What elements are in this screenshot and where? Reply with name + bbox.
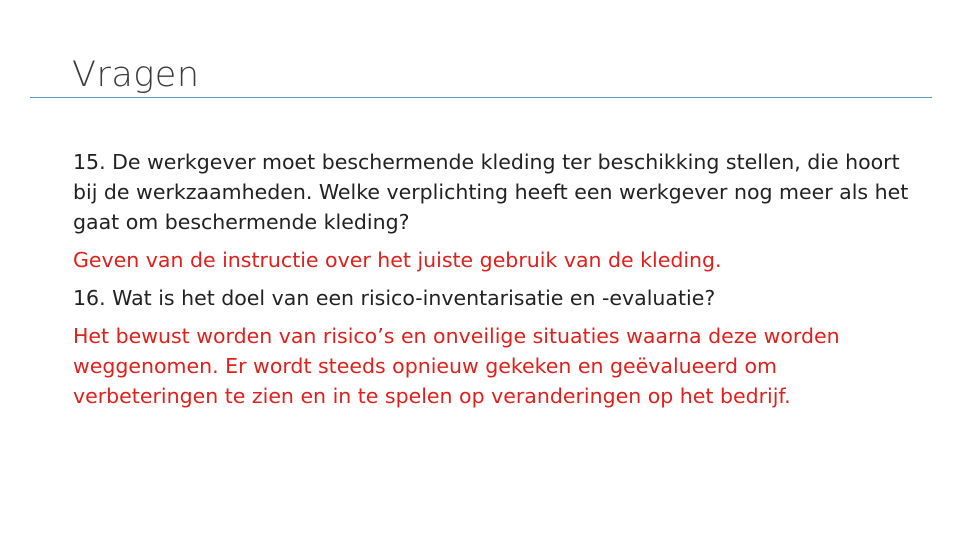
question-15: 15. De werkgever moet beschermende kleding ter beschikking stellen, die hoort bij de werkzaamheden. Welke verplichting heeft een werkgever nog meer als het gaat om beschermende kleding? xyxy=(73,150,909,234)
title-divider xyxy=(30,97,932,98)
answer-15: Geven van de instructie over het juiste gebruik van de kleding. xyxy=(73,248,722,272)
answer-16: Het bewust worden van risico’s en onveilige situaties waarna deze worden weggenomen. Er wordt steeds opnieuw gekeken en geëvalueerd om verbeteringen te zien en in te spelen op veranderingen op het bedrijf. xyxy=(73,324,840,408)
slide-title: Vragen xyxy=(72,55,200,95)
slide-body xyxy=(73,147,913,419)
question-16: 16. Wat is het doel van een risico-inventarisatie en -evaluatie? xyxy=(73,286,716,310)
